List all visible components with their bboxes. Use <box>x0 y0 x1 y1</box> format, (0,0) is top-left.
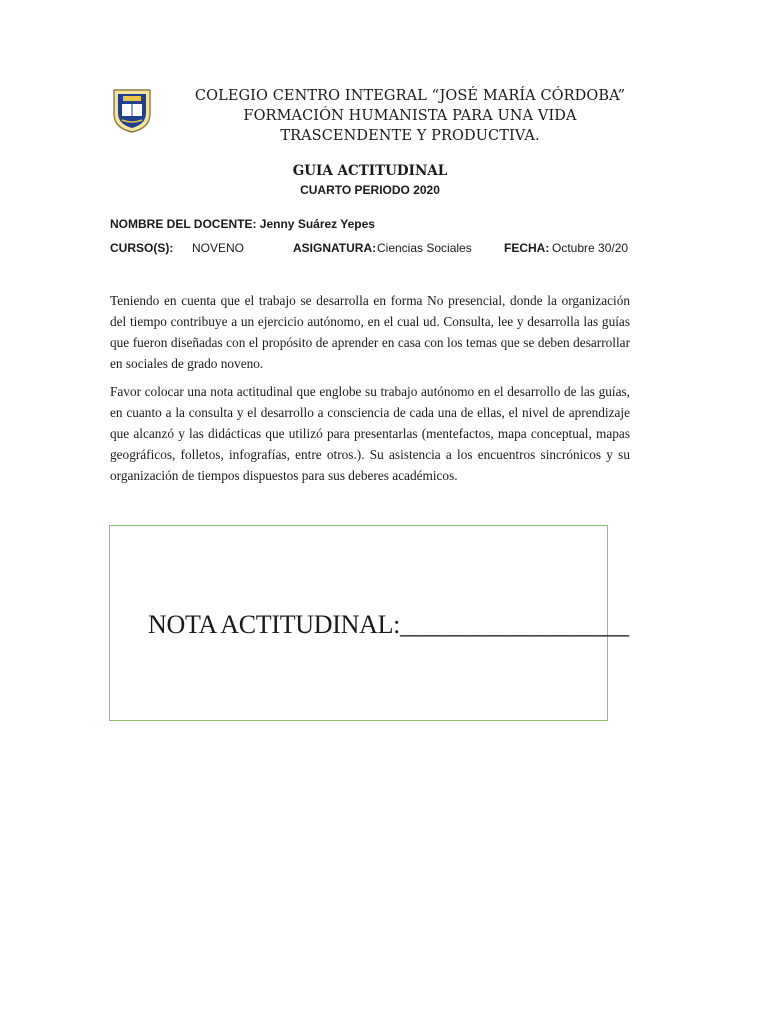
docente-line <box>110 217 375 231</box>
docente-value: Jenny Suárez Yepes <box>259 217 375 231</box>
instructions-paragraph-2: Favor colocar una nota actitudinal que englobe su trabajo autónomo en el desarrollo de las guías, en cuanto a la consulta y el desarrollo a consciencia de cada una de ellas, el nivel de aprendizaje que alcanzó y las didácticas que utilizó para presentarlas (mentefactos, mapa conceptual, mapas geográficos, folletos, infografías, entre otros.). Su asistencia a los encuentros sincrónicos y su organización de tiempos dispuestos para sus deberes académicos. <box>110 384 630 483</box>
fecha-value: Octubre 30/20 <box>552 241 629 255</box>
instructions-paragraph-1: Teniendo en cuenta que el trabajo se desarrolla en forma No presencial, donde la organización del tiempo contribuye a un ejercicio autónomo, en el cual ud. Consulta, lee y desarrolla las guías que fueron diseñadas con el propósito de aprender en casa con los temas que se deben desarrollar en sociales de grado noveno. <box>110 293 630 371</box>
school-header <box>160 86 660 146</box>
nota-actitudinal-label: NOTA ACTITUDINAL:__________________ <box>148 610 629 639</box>
fecha-label: FECHA: <box>504 241 550 255</box>
curso-value: NOVENO <box>192 241 245 255</box>
document-subtitle: CUARTO PERIODO 2020 <box>300 183 440 197</box>
curso-line <box>110 241 650 257</box>
curso-label: CURSO(S): <box>110 241 174 255</box>
school-motto-line-1: FORMACIÓN HUMANISTA PARA UNA VIDA <box>243 108 577 124</box>
asignatura-value: Ciencias Sociales <box>377 241 472 255</box>
asignatura-label: ASIGNATURA: <box>293 241 377 255</box>
school-crest-icon <box>110 86 154 134</box>
school-motto-line-2: TRASCENDENTE Y PRODUCTIVA. <box>280 128 540 144</box>
nota-actitudinal-box <box>109 525 629 721</box>
docente-label: NOMBRE DEL DOCENTE: <box>110 217 257 231</box>
school-name: COLEGIO CENTRO INTEGRAL “JOSÉ MARÍA CÓRDOBA” <box>194 88 626 104</box>
document-title: GUIA ACTITUDINAL <box>292 163 448 179</box>
